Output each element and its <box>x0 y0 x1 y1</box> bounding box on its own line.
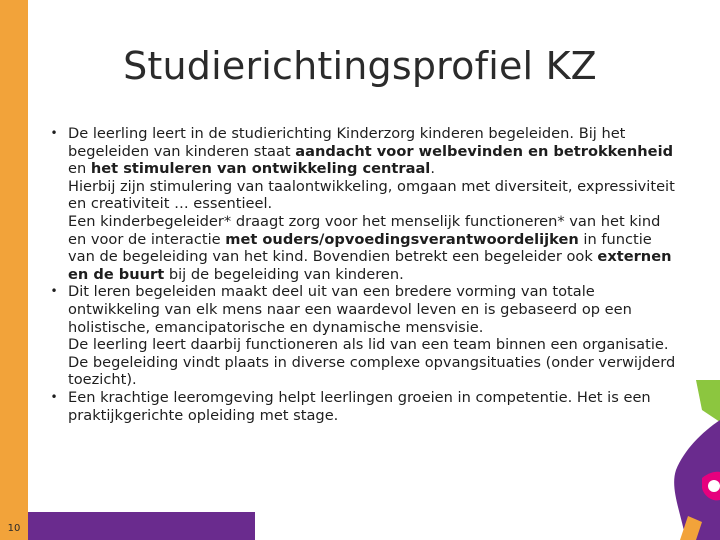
text-segment: Een krachtige leeromgeving helpt leerlingen groeien in competentie. Het is een praktijkgerichte opleiding met stage. <box>68 388 651 424</box>
bold-text: het stimuleren van ontwikkeling centraal <box>90 160 431 178</box>
bullet-text <box>68 389 680 424</box>
text-segment: Een kinderbegeleider* draagt zorg voor het menselijk functioneren* van het kind en voor de interactie <box>68 212 661 248</box>
slide-number: 10 <box>7 523 21 534</box>
bullet-item <box>40 283 680 389</box>
text-segment: De begeleiding vindt plaats in diverse complexe opvangsituaties (onder verwijderd toezicht). <box>68 353 676 389</box>
deco-white-circle <box>708 480 720 492</box>
bold-text: aandacht voor welbevinden en betrokkenheid <box>295 142 674 160</box>
bullet-marker: • <box>50 284 58 299</box>
text-segment: in functie van de begeleiding van het kind. Bovendien betrekt een begeleider ook <box>68 230 652 266</box>
bottom-accent-bar <box>28 512 255 540</box>
bullet-text <box>68 125 680 283</box>
deco-green-shape <box>696 380 720 422</box>
bullet-marker: • <box>50 389 58 404</box>
text-segment: bij de begeleiding van kinderen. <box>164 265 404 283</box>
bullet-item <box>40 389 680 424</box>
bullet-list <box>40 125 680 424</box>
bullet-item <box>40 125 680 283</box>
bold-text: met ouders/opvoedingsverantwoordelijken <box>225 230 579 248</box>
text-segment: . <box>430 160 435 178</box>
text-segment: Hierbij zijn stimulering van taalontwikkeling, omgaan met diversiteit, expressiviteit en creativiteit … essentieel. <box>68 177 675 213</box>
bullet-marker: • <box>50 126 58 140</box>
text-segment: De leerling leert daarbij functioneren als lid van een team binnen een organisatie. <box>68 336 669 354</box>
decorative-shapes <box>640 380 720 540</box>
bullet-text <box>68 283 680 389</box>
bold-text: externen en de buurt <box>68 248 672 283</box>
slide-title: Studierichtingsprofiel KZ <box>123 44 597 88</box>
text-segment: Dit leren begeleiden maakt deel uit van een bredere vorming van totale ontwikkeling van elk mens naar een waardevol leven en is gebaseerd op een holistische, emancipatorische en dynamische mensvisie. <box>68 283 632 336</box>
text-segment: De leerling leert in de studierichting Kinderzorg kinderen begeleiden. Bij het begeleiden van kinderen staat <box>68 125 626 160</box>
text-segment: en <box>68 160 91 178</box>
